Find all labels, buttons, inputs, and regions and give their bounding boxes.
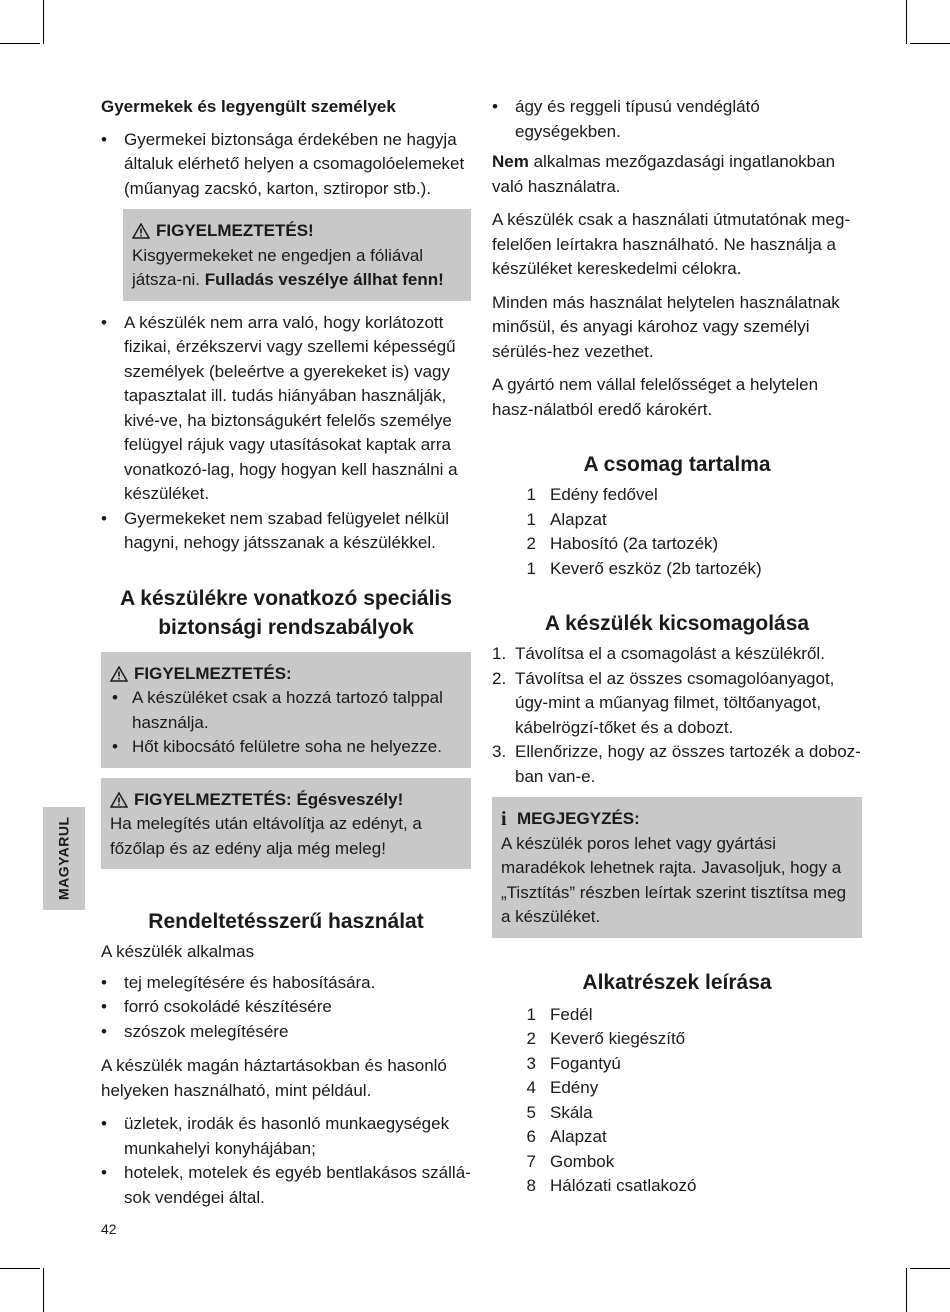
warning-text: Kisgyermekeket ne engedjen a fóliával játsza-ni. Fulladás veszélye állhat fenn! xyxy=(132,245,444,289)
crop-mark xyxy=(43,1268,44,1312)
right-column xyxy=(492,95,862,1211)
note-text: A készülék poros lehet vagy gyártási maradékok lehetnek rajta. Javasoljuk, hogy a „Tisztítás” részben leírtak szerint tisztítsa meg a készüléket. xyxy=(501,833,847,926)
paragraph: A készülék csak a használati útmutatónak meg-felelően leírtakra használható. Ne használja a készüléket kereskedelmi célokra. xyxy=(492,210,851,278)
unpacking-heading: A készülék kicsomagolása xyxy=(544,612,810,635)
info-icon: i xyxy=(501,808,507,830)
children-heading: Gyermekek és legyengült személyek xyxy=(101,97,396,116)
unpacking-steps xyxy=(492,642,862,789)
list-item: 1 Alapzat xyxy=(526,509,607,529)
list-item: 8 Hálózati csatlakozó xyxy=(526,1176,697,1195)
crop-mark xyxy=(43,0,44,44)
warning-triangle-icon xyxy=(110,666,130,682)
usage-intro: A készülék alkalmas xyxy=(101,942,255,961)
list-item: 1 Keverő eszköz (2b tartozék) xyxy=(526,558,762,578)
crop-mark xyxy=(906,0,907,44)
paragraph: Minden más használat helytelen használatnak minősül, és anyagi károhoz vagy személyi sérülés-hez vezethet. xyxy=(492,292,840,361)
crop-mark xyxy=(910,43,950,44)
list-item: 6 Alapzat xyxy=(526,1127,607,1146)
list-item: 2 Keverő kiegészítő xyxy=(526,1029,686,1048)
usage-list xyxy=(101,971,471,1045)
note-box xyxy=(492,797,862,938)
list-item: 5 Skála xyxy=(526,1102,593,1122)
list-item: • ágy és reggeli típusú vendéglátó egységekben. xyxy=(492,95,862,144)
note-title: MEGJEGYZÉS: xyxy=(517,809,640,828)
list-item: 7 Gombok xyxy=(526,1151,615,1171)
language-tab-label: MAGYARUL xyxy=(55,816,72,901)
children-list xyxy=(101,311,471,556)
list-item: 2. Távolítsa el az összes csomagolóanyagot, úgy-mint a műanyag filmet, töltőanyagot, kábelrögzí-tőket és a dobozt. xyxy=(492,668,835,737)
special-safety-heading: A készülékre vonatkozó speciális biztonsági rendszabályok xyxy=(120,586,452,639)
warning-triangle-icon xyxy=(110,792,130,808)
usage-places-list xyxy=(101,1112,471,1210)
warning-box xyxy=(101,652,471,768)
warning-triangle-icon xyxy=(132,223,152,239)
list-item: • A készülék nem arra való, hogy korlátozott fizikai, érzékszervi vagy szellemi képességű személyek (beleértve a gyerekeket is) vagy tapasztalat ill. tudás hiányában használják, kivé-ve, ha biztonságukért felelős személye felügyel rájuk vagy utasításokat kaptak arra vonatkozó-lag, hogy hogyan kell használni a készüléket. xyxy=(101,311,471,507)
list-item: • tej melegítésére és habosítására. xyxy=(101,971,471,996)
usage-paragraph: A készülék magán háztartásokban és hasonló helyeken használható, mint például. xyxy=(101,1056,447,1100)
list-item: 1 Edény fedővel xyxy=(526,485,658,504)
page-number: 42 xyxy=(101,1221,117,1237)
list-item: • hotelek, motelek és egyéb bentlakásos szállá-sok vendégei által. xyxy=(101,1161,471,1210)
warning-title: FIGYELMEZTETÉS: xyxy=(134,663,292,683)
left-column xyxy=(101,95,471,1216)
children-list xyxy=(101,128,471,202)
language-tab xyxy=(43,807,85,910)
package-contents-list xyxy=(492,483,862,581)
crop-mark xyxy=(910,1268,950,1269)
list-item: 1. Távolítsa el a csomagolást a készülékről. xyxy=(492,644,825,663)
crop-mark xyxy=(0,43,40,44)
parts-heading: Alkatrészek leírása xyxy=(582,970,772,994)
list-item: • A készüléket csak a hozzá tartozó talppal használja. xyxy=(110,686,464,735)
list-item: 4 Edény xyxy=(526,1078,599,1097)
warning-title: FIGYELMEZTETÉS! xyxy=(156,221,314,240)
list-item: 2 Habosító (2a tartozék) xyxy=(526,534,719,553)
parts-list xyxy=(492,1003,862,1199)
list-item: • Gyermekei biztonsága érdekében ne hagyja általuk elérhető helyen a csomagolóelemeket (műanyag zacskó, karton, sztiropor stb.). xyxy=(101,128,471,202)
intended-use-heading: Rendeltetésszerű használat xyxy=(148,910,424,933)
crop-mark xyxy=(0,1268,40,1269)
list-item: 3 Fogantyú xyxy=(526,1053,621,1073)
burn-warning-box xyxy=(101,778,471,870)
warning-box xyxy=(123,209,471,301)
package-contents-heading: A csomag tartalma xyxy=(583,453,771,476)
warning-text: Ha melegítés után eltávolítja az edényt, a főzőlap és az edény alja még meleg! xyxy=(110,814,422,858)
list-item: 3. Ellenőrizze, hogy az összes tartozék a doboz-ban van-e. xyxy=(492,742,861,786)
list-item: • Hőt kibocsátó felületre soha ne helyezze. xyxy=(110,735,464,760)
list-item: • Gyermekeket nem szabad felügyelet nélkül hagyni, nehogy játsszanak a készülékkel. xyxy=(101,507,471,556)
list-item: • szószok melegítésére xyxy=(101,1020,471,1045)
warning-list xyxy=(110,686,464,760)
list-item: • üzletek, irodák és hasonló munkaegységek munkahelyi konyhájában; xyxy=(101,1112,471,1161)
list-item: • forró csokoládé készítésére xyxy=(101,995,471,1020)
not-suitable-paragraph: Nem alkalmas mezőgazdasági ingatlanokban való használatra. xyxy=(492,152,836,196)
crop-mark xyxy=(906,1268,907,1312)
usage-places-list xyxy=(492,95,862,144)
list-item: 1 Fedél xyxy=(526,1004,593,1024)
paragraph: A gyártó nem vállal felelősséget a helytelen hasz-nálatból eredő károkért. xyxy=(492,375,819,419)
warning-title: FIGYELMEZTETÉS: Égésveszély! xyxy=(134,789,404,809)
